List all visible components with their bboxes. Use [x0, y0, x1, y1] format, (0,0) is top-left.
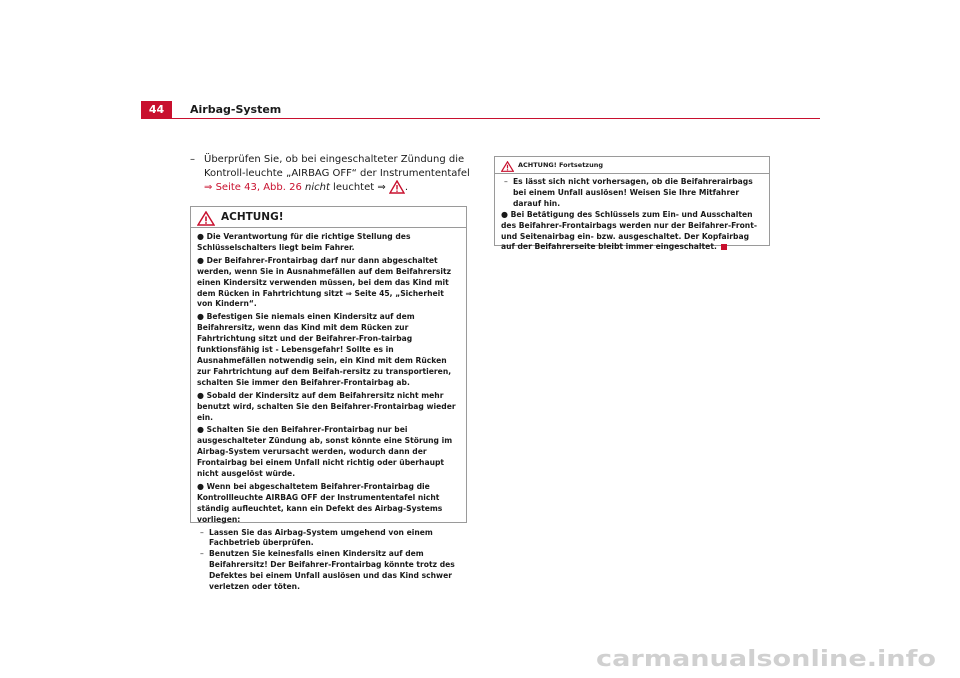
sub-dash: –: [200, 527, 204, 537]
warning-item-text: Wenn bei abgeschaltetem Beifahrer-Frontairbag die Kontrollleuchte AIRBAG OFF der Instrumententafel nicht ständig aufleuchtet, kann ein Defekt des Airbag-Systems vorliegen:: [197, 481, 443, 524]
warning-triangle-icon[interactable]: [389, 182, 405, 193]
warning-continued-box: [494, 156, 770, 252]
sub-dash: –: [200, 549, 204, 559]
warning-item: [197, 391, 462, 424]
warn-arrow: ⇒: [377, 182, 386, 193]
watermark-text: carmanualsonline.info: [596, 648, 936, 669]
warning-item-text: Bei Betätigung des Schlüssels zum Ein- und Ausschalten des Beifahrer-Frontairbags werden nur der Beifahrer-Front- und Seitenairbag ein- bzw. ausgeschaltet. Der Kopfairbag auf der Beifahrerseite bleibt immer eingeschaltet.: [501, 209, 757, 252]
warning-body: [191, 228, 466, 593]
warning-subitem-text: Es lässt sich nicht vorhersagen, ob die Beifahrerairbags bei einem Unfall auslösen! Weisen Sie Ihre Mitfahrer darauf hin.: [513, 177, 753, 208]
warning-item: [197, 312, 462, 388]
warning-triangle-icon: [197, 208, 215, 227]
ref-arrow: ⇒: [204, 182, 213, 193]
warning-item: [197, 232, 462, 254]
warning-continued-body: [495, 174, 769, 253]
bullet: ●: [197, 312, 204, 322]
watermark: [596, 648, 940, 668]
warning-item-text: Der Beifahrer-Frontairbag darf nur dann abgeschaltet werden, wenn Sie in Ausnahmefällen auf dem Beifahrersitz einen Kindersitz verwenden müssen, bei dem das Kind mit dem Rücken in Fahrtrichtung sitzt ⇒ Seite 45, „Sicherheit von Kindern“.: [197, 255, 452, 309]
warning-item: [197, 482, 462, 526]
header-rule: [141, 118, 820, 119]
warning-subitem: [197, 528, 462, 550]
warning-item: [501, 210, 765, 254]
page-number: 44: [141, 101, 172, 118]
warning-subitem-text: Lassen Sie das Airbag-System umgehend von einem Fachbetrieb überprüfen.: [209, 527, 433, 548]
intro-text-2: leuchtet: [329, 182, 378, 193]
end-square-icon: [721, 244, 727, 250]
intro-dash: –: [190, 154, 195, 165]
warning-item-text: Befestigen Sie niemals einen Kindersitz auf dem Beifahrersitz, wenn das Kind mit dem Rücken zur Fahrtrichtung sitzt und der Beifahrer-Fron-tairbag funktionsfähig ist - Lebensgefahr! Sollte es in Ausnahmefällen notwendig sein, ein Kind mit dem Rücken zur Fahrtrichtung auf dem Beifah-rersitz zu transportieren, schalten Sie immer den Beifahrer-Frontairbag ab.: [197, 312, 452, 387]
page-reference-link[interactable]: Seite 43, Abb. 26: [215, 182, 302, 193]
section-title: Airbag-System: [190, 103, 282, 116]
intro-text: Überprüfen Sie, ob bei eingeschalteter Zündung die Kontroll-leuchte „AIRBAG OFF“ der Instrumententafel ⇒ Seite 43, Abb. 26 nicht leuchtet ⇒ .: [204, 154, 470, 193]
bullet: ●: [197, 232, 204, 241]
warning-title: ACHTUNG!: [221, 211, 284, 223]
intro-step: [190, 153, 475, 195]
intro-italic: nicht: [305, 182, 330, 193]
warning-box: [190, 206, 467, 592]
warning-item-text: Die Verantwortung für die richtige Stellung des Schlüsselschalters liegt beim Fahrer.: [197, 232, 411, 252]
bullet: ●: [197, 390, 204, 400]
warning-subitem-text: Benutzen Sie keinesfalls einen Kindersitz auf dem Beifahrersitz! Der Beifahrer-Frontairbag könnte trotz des Defektes bei einem Unfall auslösen und das Kind schwer verletzen oder töten.: [209, 549, 455, 592]
bullet: ●: [197, 481, 204, 491]
warning-continued-header: [495, 157, 769, 174]
warning-triangle-icon: [501, 156, 514, 175]
sub-dash: –: [504, 177, 508, 186]
warning-item: [197, 256, 462, 311]
bullet: ●: [197, 425, 204, 435]
warning-continued-title: ACHTUNG! Fortsetzung: [518, 161, 603, 169]
warning-subitem: [501, 177, 765, 210]
warning-item-text: Sobald der Kindersitz auf dem Beifahrersitz nicht mehr benutzt wird, schalten Sie den Beifahrer-Frontairbag wieder ein.: [197, 390, 456, 422]
intro-text-1: Überprüfen Sie, ob bei eingeschalteter Zündung die Kontroll-leuchte „AIRBAG OFF“ der Instrumententafel: [204, 154, 470, 179]
warning-subitem: [197, 549, 462, 593]
warning-item-text: Schalten Sie den Beifahrer-Frontairbag nur bei ausgeschalteter Zündung ab, sonst könnte eine Störung im Airbag-System verursacht werden, wodurch dann der Frontairbag bei einem Unfall nicht richtig oder überhaupt nicht ausgelöst würde.: [197, 425, 453, 479]
warning-box-header: [191, 207, 466, 228]
bullet: ●: [501, 209, 508, 219]
warning-item: [197, 425, 462, 480]
bullet: ●: [197, 255, 204, 265]
